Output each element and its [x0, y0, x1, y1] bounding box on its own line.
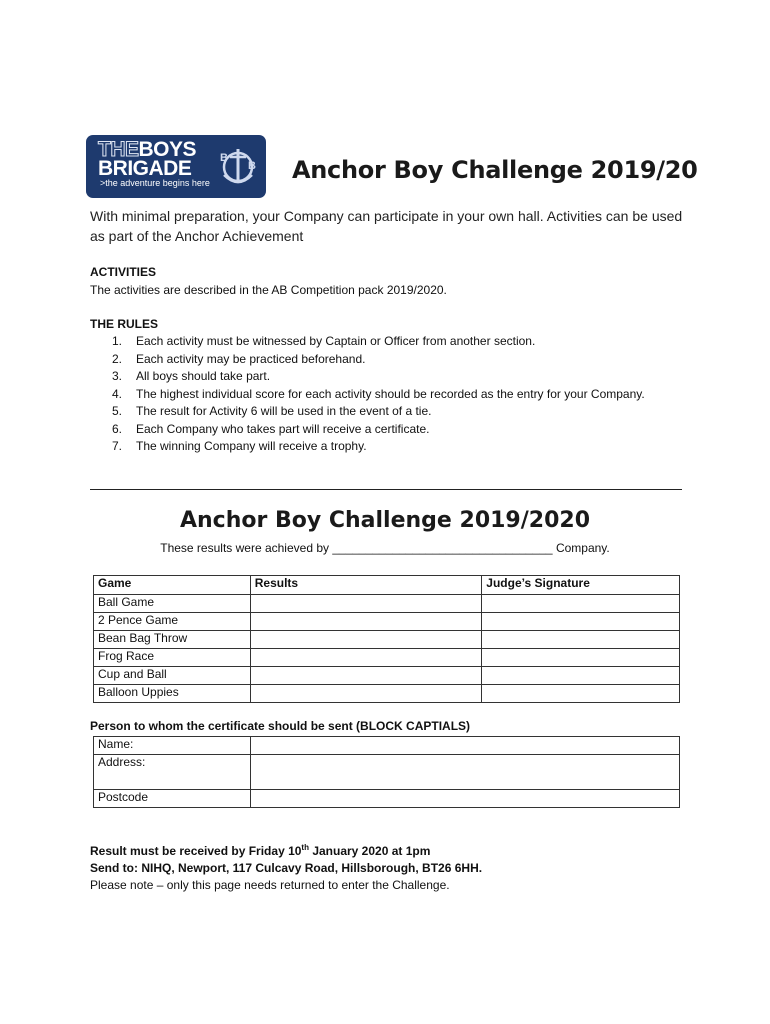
signature-cell[interactable]	[482, 613, 680, 631]
person-heading: Person to whom the certificate should be sent (BLOCK CAPTIALS)	[90, 719, 471, 733]
result-cell[interactable]	[250, 631, 482, 649]
achieved-suffix: Company.	[555, 541, 610, 555]
table-row	[94, 685, 680, 703]
table-row	[94, 667, 680, 685]
game-name: Ball Game	[94, 595, 251, 613]
send-to-address: Send to: NIHQ, Newport, 117 Culcavy Road, Hillsborough, BT26 6HH.	[90, 861, 483, 875]
rule-item: 4. The highest individual score for each activity should be recorded as the entry for your Company.	[112, 386, 645, 401]
col-header-game: Game	[94, 576, 251, 595]
address-field[interactable]	[250, 755, 679, 790]
name-field[interactable]	[250, 737, 679, 755]
rule-item: 6. Each Company who takes part will receive a certificate.	[112, 421, 430, 436]
deadline-text: Result must be received by Friday 10th January 2020 at 1pm	[90, 843, 431, 858]
result-cell[interactable]	[250, 649, 482, 667]
rules-heading: THE RULES	[90, 317, 159, 331]
achieved-by-line	[0, 541, 770, 555]
result-cell[interactable]	[250, 685, 482, 703]
table-row	[94, 649, 680, 667]
game-name: Cup and Ball	[94, 667, 251, 685]
signature-cell[interactable]	[482, 631, 680, 649]
rule-item: 7. The winning Company will receive a trophy.	[112, 439, 367, 453]
game-name: Balloon Uppies	[94, 685, 251, 703]
game-name: 2 Pence Game	[94, 613, 251, 631]
section-divider	[90, 489, 682, 490]
signature-cell[interactable]	[482, 649, 680, 667]
results-table	[93, 575, 680, 703]
rule-item: 5. The result for Activity 6 will be used in the event of a tie.	[112, 404, 432, 418]
name-row	[94, 737, 680, 755]
col-header-signature: Judge’s Signature	[482, 576, 680, 595]
rule-item: 2. Each activity may be practiced beforehand.	[112, 351, 366, 366]
postcode-label: Postcode	[94, 790, 251, 808]
address-label: Address:	[94, 755, 251, 790]
activities-heading: ACTIVITIES	[90, 265, 157, 279]
rules-list	[112, 333, 682, 456]
postcode-field[interactable]	[250, 790, 679, 808]
result-cell[interactable]	[250, 613, 482, 631]
name-label: Name:	[94, 737, 251, 755]
company-name-blank[interactable]: _________________________________	[332, 541, 553, 555]
logo-word-brigade: BRIGADE	[98, 157, 192, 180]
rule-item: 3. All boys should take part.	[112, 369, 271, 383]
logo-word-the: THE	[98, 138, 139, 161]
note-text: Please note – only this page needs returned to enter the Challenge.	[90, 878, 450, 892]
game-name: Frog Race	[94, 649, 251, 667]
emblem-letter-right: B	[248, 160, 256, 172]
table-row	[94, 631, 680, 649]
intro-text: With minimal preparation, your Company can participate in your own hall. Activities can be used as part of the Anchor Achievement	[90, 208, 683, 244]
table-row	[94, 595, 680, 613]
result-cell[interactable]	[250, 667, 482, 685]
achieved-prefix: These results were achieved by	[160, 541, 329, 555]
signature-cell[interactable]	[482, 595, 680, 613]
table-row	[94, 613, 680, 631]
form-title: Anchor Boy Challenge 2019/2020	[179, 508, 591, 533]
activities-text: The activities are described in the AB Competition pack 2019/2020.	[90, 283, 447, 297]
anchor-emblem-icon	[214, 139, 262, 193]
boys-brigade-logo	[86, 135, 266, 198]
logo-word-boys: BOYS	[138, 138, 197, 161]
game-name: Bean Bag Throw	[94, 631, 251, 649]
logo-tagline: >the adventure begins here	[100, 178, 210, 188]
signature-cell[interactable]	[482, 667, 680, 685]
postcode-row	[94, 790, 680, 808]
signature-cell[interactable]	[482, 685, 680, 703]
emblem-letter-left: B	[220, 152, 228, 164]
result-cell[interactable]	[250, 595, 482, 613]
col-header-results: Results	[250, 576, 482, 595]
person-table	[93, 736, 680, 808]
table-header-row	[94, 576, 680, 595]
address-row	[94, 755, 680, 790]
page-title: Anchor Boy Challenge 2019/20	[292, 156, 698, 184]
rule-item: 1. Each activity must be witnessed by Captain or Officer from another section.	[112, 334, 536, 348]
